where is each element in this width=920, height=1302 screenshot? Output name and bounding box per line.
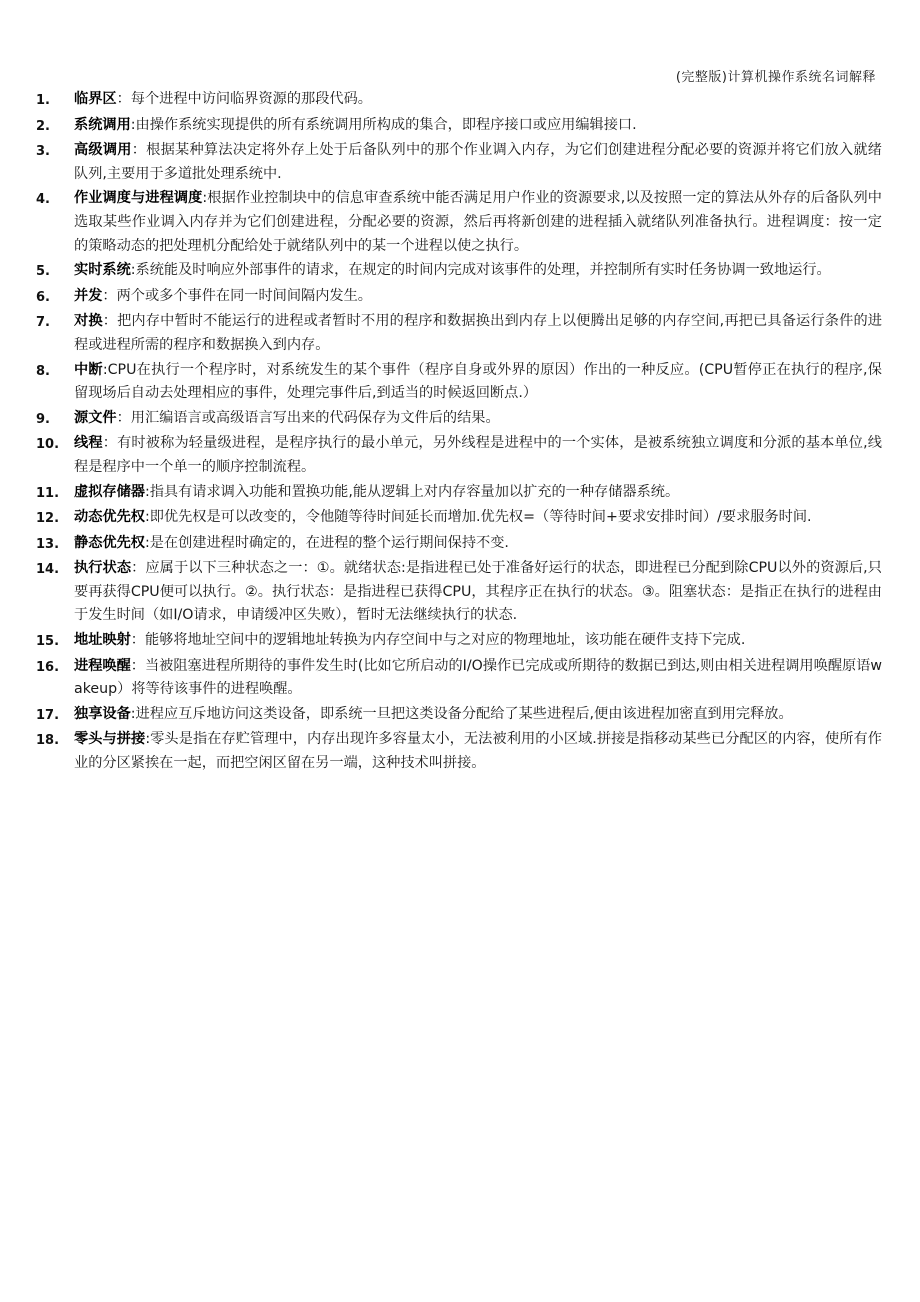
term-separator: : [144,483,150,500]
term-number: 7. [36,315,50,331]
term-definition: 由操作系统实现提供的所有系统调用所构成的集合，即程序接口或应用编辑接口. [135,116,637,133]
term-definition: CPU在执行一个程序时，对系统发生的某个事件（程序自身或外界的原因）作出的一种反应。(CPU暂停正在执行的程序,保留现场后自动去处理相应的事件，处理完事件后,到适当的时候返回断点.） [74,361,882,402]
term-number: 4. [36,192,50,208]
term-separator: ： [131,142,147,159]
term-body [74,655,882,702]
term-body [74,88,882,112]
term-number: 15. [36,634,60,650]
term-definition: 把内存中暂时不能运行的进程或者暂时不用的程序和数据换出到内存上以便腾出足够的内存空间,再把已具备运行条件的进程或进程所需的程序和数据换入到内存。 [74,313,882,353]
term-separator: ： [102,313,118,330]
term-definition: 用汇编语言或高级语言写出来的代码保存为文件后的结果。 [130,409,500,426]
term-item [36,359,882,406]
term-definition: 应属于以下三种状态之一：①。就绪状态:是指进程已处于准备好运行的状态，即进程已分配到除CPU以外的资源后,只要再获得CPU便可以执行。②。执行状态：是指进程已获得CPU，其程序正在执行的状态。③。阻塞状态：是指正在执行的进程由于发生时间（如I/O请求，申请缓冲区失败），暂时无法继续执行的状态. [74,560,882,624]
term-definition: 两个或多个事件在同一时间间隔内发生。 [116,287,372,304]
term-item [36,432,882,479]
term-body [74,187,882,258]
term-separator: ： [116,91,131,107]
term-item [36,728,882,775]
term-name: 系统调用 [74,116,131,133]
term-body [74,728,882,775]
term-separator: ： [116,409,131,426]
term-definition: 根据作业控制块中的信息审查系统中能否满足用户作业的资源要求,以及按照一定的算法从外存的后备队列中选取某些作业调入内存并为它们创建进程，分配必要的资源，然后再将新创建的进程插入就绪队列准备执行。进程调度：按一定的策略动态的把处理机分配给处于就绪队列中的某一个进程以使之执行。 [74,190,882,254]
term-name: 高级调用 [74,142,132,159]
term-body [74,557,882,628]
term-body [74,114,882,138]
term-item [36,310,882,357]
term-item [36,506,882,531]
term-list [36,88,882,777]
term-name: 作业调度与进程调度 [74,190,203,207]
term-item [36,532,882,557]
term-name: 零头与拼接 [74,731,146,748]
term-item [36,114,882,139]
term-body [74,506,882,530]
term-body [74,532,882,556]
term-body [74,259,882,283]
term-separator: : [144,534,150,551]
term-name: 地址映射 [74,632,131,649]
term-separator: ： [130,657,145,674]
term-item [36,481,882,506]
term-item [36,557,882,628]
term-name: 并发 [74,287,103,304]
term-body [74,432,882,479]
term-item [36,88,882,113]
term-item [36,407,882,432]
term-name: 实时系统 [74,262,131,279]
term-body [74,703,882,727]
term-number: 1. [36,93,50,108]
term-separator: : [145,731,151,748]
term-name: 进程唤醒 [74,657,131,674]
term-definition: 每个进程中访问临界资源的那段代码。 [130,91,372,107]
term-number: 13. [36,536,60,552]
term-number: 11. [36,485,60,501]
term-name: 静态优先权 [74,534,145,551]
term-separator: ： [130,632,145,649]
term-body [74,139,882,186]
term-definition: 有时被称为轻量级进程，是程序执行的最小单元，另外线程是进程中的一个实体，是被系统独立调度和分派的基本单位,线程是程序中一个单一的顺序控制流程。 [74,435,882,475]
term-item [36,259,882,284]
term-separator: ： [102,435,118,452]
term-number: 12. [36,511,60,527]
term-number: 14. [36,562,60,578]
term-item [36,285,882,310]
term-number: 18. [36,733,60,749]
term-definition: 能够将地址空间中的逻辑地址转换为内存空间中与之对应的物理地址，该功能在硬件支持下完成. [144,632,746,649]
term-definition: 系统能及时响应外部事件的请求，在规定的时间内完成对该事件的处理，并控制所有实时任务协调一致地运行。 [135,262,831,279]
term-number: 17. [36,707,60,723]
term-separator: : [202,190,208,207]
term-item [36,703,882,728]
term-separator: : [130,116,136,133]
term-number: 16. [36,659,60,675]
term-number: 5. [36,264,50,280]
term-separator: : [130,705,136,722]
term-name: 对换 [74,313,103,330]
term-name: 线程 [74,435,103,452]
term-name: 源文件 [74,409,117,426]
term-body [74,407,882,431]
page-header-title: (完整版)计算机操作系统名词解释 [675,70,876,85]
term-name: 动态优先权 [74,509,145,526]
term-item [36,187,882,258]
term-number: 8. [36,363,50,379]
term-body [74,629,882,653]
term-name: 独享设备 [74,705,131,722]
term-definition: 进程应互斥地访问这类设备，即系统一旦把这类设备分配给了某些进程后,便由该进程加密直到用完释放。 [135,705,793,722]
term-definition: 是在创建进程时确定的，在进程的整个运行期间保持不变. [149,534,509,551]
term-separator: ： [102,287,117,304]
term-name: 临界区 [74,91,117,107]
term-name: 虚拟存储器 [74,483,145,500]
term-definition: 当被阻塞进程所期待的事件发生时(比如它所启动的I/O操作已完成或所期待的数据已到达,则由相关进程调用唤醒原语wakeup）将等待该事件的进程唤醒。 [74,657,882,698]
term-number: 2. [36,118,50,134]
term-definition: 零头是指在存贮管理中，内存出现许多容量太小，无法被利用的小区域.拼接是指移动某些已分配区的内容，使所有作业的分区紧挨在一起，而把空闲区留在另一端，这种技术叫拼接。 [74,731,882,772]
term-separator: : [144,509,150,526]
term-item [36,139,882,186]
term-separator: ： [131,560,146,577]
term-body [74,359,882,406]
term-separator: : [130,262,136,279]
term-definition: 指具有请求调入功能和置换功能,能从逻辑上对内存容量加以扩充的一种存储器系统。 [149,483,680,500]
term-body [74,285,882,309]
term-item [36,629,882,654]
term-number: 6. [36,289,50,305]
term-body [74,310,882,357]
term-number: 3. [36,144,50,160]
term-definition: 根据某种算法决定将外存上处于后备队列中的那个作业调入内存，为它们创建进程分配必要的资源并将它们放入就绪队列,主要用于多道批处理系统中. [74,142,882,182]
term-item [36,655,882,702]
term-separator: : [102,361,108,378]
term-body [74,481,882,505]
term-number: 10. [36,437,60,453]
term-definition: 即优先权是可以改变的，令他随等待时间延长而增加.优先权=（等待时间+要求安排时间）/要求服务时间. [149,509,812,526]
term-name: 执行状态 [74,560,132,577]
term-name: 中断 [74,361,103,378]
term-number: 9. [36,411,50,427]
